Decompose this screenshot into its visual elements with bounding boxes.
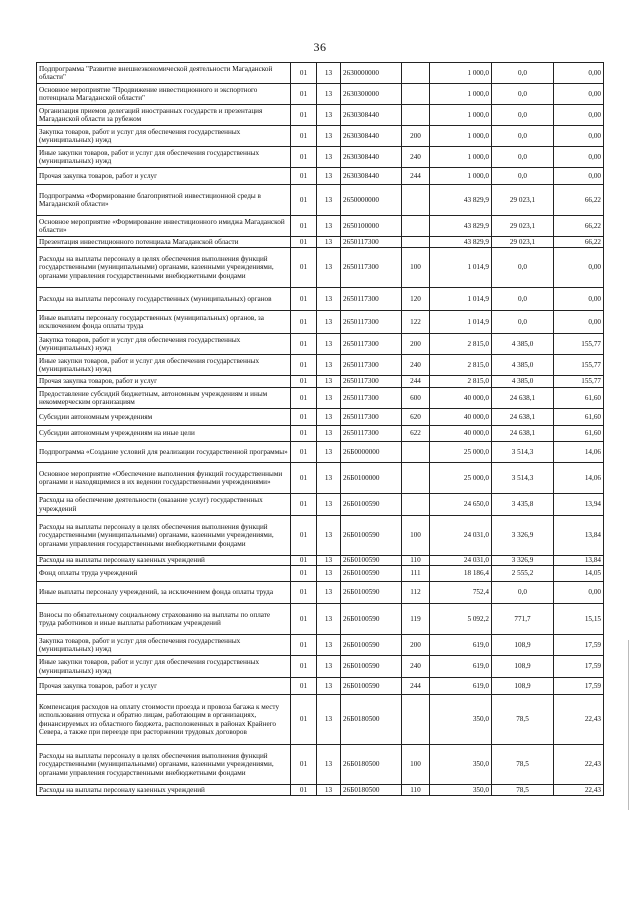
row-execution-percent: 0,00	[554, 147, 604, 168]
table-row	[37, 516, 604, 556]
row-expense-type: 100	[402, 745, 430, 785]
table-row	[37, 105, 604, 126]
row-planned-amount: 350,0	[430, 745, 492, 785]
row-executed-amount: 0,0	[492, 311, 554, 334]
table-row	[37, 388, 604, 409]
row-subsection: 13	[317, 566, 341, 582]
row-executed-amount: 24 638,1	[492, 409, 554, 426]
row-expense-type: 600	[402, 388, 430, 409]
row-target-code: 26Б0000000	[341, 442, 402, 463]
table-row	[37, 185, 604, 216]
row-section: 01	[291, 494, 317, 516]
row-executed-amount: 29 023,1	[492, 237, 554, 248]
row-execution-percent: 14,06	[554, 463, 604, 494]
row-section: 01	[291, 237, 317, 248]
row-name: Подпрограмма "Развитие внешнеэкономической деятельности Магаданской области"	[37, 63, 291, 84]
table-row	[37, 678, 604, 695]
row-name: Расходы на обеспечение деятельности (оказание услуг) государственных учреждений	[37, 494, 291, 516]
row-subsection: 13	[317, 678, 341, 695]
row-executed-amount: 0,0	[492, 126, 554, 147]
row-subsection: 13	[317, 494, 341, 516]
row-execution-percent: 0,00	[554, 248, 604, 288]
row-section: 01	[291, 582, 317, 604]
row-expense-type: 120	[402, 288, 430, 311]
row-target-code: 2630308440	[341, 147, 402, 168]
row-name: Прочая закупка товаров, работ и услуг	[37, 168, 291, 185]
row-expense-type: 240	[402, 355, 430, 376]
row-name: Фонд оплаты труда учреждений	[37, 566, 291, 582]
row-executed-amount: 3 435,8	[492, 494, 554, 516]
row-target-code: 2650117300	[341, 426, 402, 442]
row-execution-percent: 22,43	[554, 785, 604, 796]
row-section: 01	[291, 168, 317, 185]
table-row	[37, 556, 604, 566]
row-target-code: 2650000000	[341, 185, 402, 216]
row-subsection: 13	[317, 556, 341, 566]
row-subsection: 13	[317, 745, 341, 785]
row-section: 01	[291, 695, 317, 745]
row-planned-amount: 1 000,0	[430, 168, 492, 185]
row-execution-percent: 15,15	[554, 604, 604, 635]
row-target-code: 26Б0100590	[341, 635, 402, 656]
table-row	[37, 463, 604, 494]
row-subsection: 13	[317, 516, 341, 556]
row-executed-amount: 29 023,1	[492, 185, 554, 216]
row-name: Основное мероприятие «Формирование инвестиционного имиджа Магаданской области»	[37, 216, 291, 237]
row-name: Закупка товаров, работ и услуг для обеспечения государственных (муниципальных) нужд	[37, 635, 291, 656]
row-planned-amount: 1 014,9	[430, 248, 492, 288]
row-planned-amount: 1 000,0	[430, 84, 492, 105]
row-name: Основное мероприятие «Обеспечение выполнения функций государственными органами и находящимися в их ведении государственными учреждениями»	[37, 463, 291, 494]
row-name: Расходы на выплаты персоналу казенных учреждений	[37, 556, 291, 566]
row-expense-type: 122	[402, 311, 430, 334]
row-section: 01	[291, 388, 317, 409]
table-row	[37, 216, 604, 237]
row-subsection: 13	[317, 105, 341, 126]
row-execution-percent: 14,05	[554, 566, 604, 582]
row-execution-percent: 0,00	[554, 288, 604, 311]
row-execution-percent: 155,77	[554, 334, 604, 355]
row-planned-amount: 619,0	[430, 656, 492, 678]
row-execution-percent: 61,60	[554, 409, 604, 426]
row-executed-amount: 78,5	[492, 745, 554, 785]
table-row	[37, 442, 604, 463]
row-planned-amount: 43 829,9	[430, 237, 492, 248]
row-section: 01	[291, 442, 317, 463]
row-section: 01	[291, 63, 317, 84]
table-body	[37, 63, 604, 796]
row-name: Расходы на выплаты персоналу в целях обеспечения выполнения функций государственными (муниципальными) органами, казенными учреждениями, органами управления государственными внебюджетными фондами	[37, 745, 291, 785]
row-planned-amount: 1 014,9	[430, 288, 492, 311]
row-planned-amount: 25 000,0	[430, 442, 492, 463]
row-section: 01	[291, 126, 317, 147]
row-expense-type: 240	[402, 656, 430, 678]
row-target-code: 26Б0100590	[341, 582, 402, 604]
row-expense-type	[402, 63, 430, 84]
row-name: Иные закупки товаров, работ и услуг для обеспечения государственных (муниципальных) нужд	[37, 147, 291, 168]
row-subsection: 13	[317, 355, 341, 376]
row-section: 01	[291, 635, 317, 656]
row-execution-percent: 0,00	[554, 582, 604, 604]
row-subsection: 13	[317, 463, 341, 494]
row-executed-amount: 4 385,0	[492, 334, 554, 355]
row-name: Субсидии автономным учреждениям	[37, 409, 291, 426]
row-expense-type: 200	[402, 126, 430, 147]
row-executed-amount: 3 514,3	[492, 442, 554, 463]
row-planned-amount: 1 000,0	[430, 105, 492, 126]
row-executed-amount: 0,0	[492, 105, 554, 126]
row-target-code: 2650117300	[341, 288, 402, 311]
row-execution-percent: 17,59	[554, 678, 604, 695]
row-planned-amount: 1 014,9	[430, 311, 492, 334]
row-section: 01	[291, 248, 317, 288]
table-row	[37, 695, 604, 745]
row-name: Иные закупки товаров, работ и услуг для обеспечения государственных (муниципальных) нужд	[37, 656, 291, 678]
row-planned-amount: 40 000,0	[430, 388, 492, 409]
row-target-code: 26Б0100590	[341, 516, 402, 556]
row-expense-type	[402, 216, 430, 237]
row-name: Подпрограмма «Создание условий для реализации государственной программы»	[37, 442, 291, 463]
row-planned-amount: 2 815,0	[430, 376, 492, 388]
row-execution-percent: 66,22	[554, 216, 604, 237]
row-executed-amount: 78,5	[492, 785, 554, 796]
row-target-code: 2630308440	[341, 126, 402, 147]
row-subsection: 13	[317, 582, 341, 604]
table-row	[37, 635, 604, 656]
row-section: 01	[291, 785, 317, 796]
row-executed-amount: 771,7	[492, 604, 554, 635]
row-executed-amount: 24 638,1	[492, 426, 554, 442]
row-execution-percent: 155,77	[554, 355, 604, 376]
row-execution-percent: 13,84	[554, 556, 604, 566]
row-expense-type: 100	[402, 516, 430, 556]
row-name: Расходы на выплаты персоналу государственных (муниципальных) органов	[37, 288, 291, 311]
row-section: 01	[291, 185, 317, 216]
row-planned-amount: 24 650,0	[430, 494, 492, 516]
row-planned-amount: 752,4	[430, 582, 492, 604]
row-section: 01	[291, 678, 317, 695]
row-planned-amount: 25 000,0	[430, 463, 492, 494]
row-name: Расходы на выплаты персоналу в целях обеспечения выполнения функций государственными (муниципальными) органами, казенными учреждениями, органами управления государственными внебюджетными фондами	[37, 248, 291, 288]
row-subsection: 13	[317, 311, 341, 334]
row-target-code: 26Б0180500	[341, 785, 402, 796]
row-expense-type: 244	[402, 678, 430, 695]
table-row	[37, 288, 604, 311]
row-subsection: 13	[317, 216, 341, 237]
row-subsection: 13	[317, 185, 341, 216]
table-row	[37, 656, 604, 678]
row-target-code: 26Б0100590	[341, 494, 402, 516]
row-executed-amount: 4 385,0	[492, 355, 554, 376]
row-subsection: 13	[317, 388, 341, 409]
row-expense-type: 200	[402, 635, 430, 656]
row-name: Подпрограмма «Формирование благоприятной инвестиционной среды в Магаданской области»	[37, 185, 291, 216]
row-subsection: 13	[317, 168, 341, 185]
row-subsection: 13	[317, 248, 341, 288]
row-name: Иные выплаты персоналу учреждений, за исключением фонда оплаты труда	[37, 582, 291, 604]
row-planned-amount: 350,0	[430, 695, 492, 745]
row-name: Основное мероприятие "Продвижение инвестиционного и экспортного потенциала Магаданской области"	[37, 84, 291, 105]
row-section: 01	[291, 604, 317, 635]
row-target-code: 2650117300	[341, 409, 402, 426]
row-expense-type	[402, 442, 430, 463]
row-target-code: 26Б0180500	[341, 695, 402, 745]
table-row	[37, 745, 604, 785]
row-execution-percent: 0,00	[554, 63, 604, 84]
row-executed-amount: 24 638,1	[492, 388, 554, 409]
table-row	[37, 785, 604, 796]
row-expense-type: 112	[402, 582, 430, 604]
row-executed-amount: 108,9	[492, 635, 554, 656]
row-target-code: 2630300000	[341, 84, 402, 105]
row-planned-amount: 2 815,0	[430, 355, 492, 376]
row-subsection: 13	[317, 237, 341, 248]
row-executed-amount: 3 326,9	[492, 516, 554, 556]
row-target-code: 2650117300	[341, 388, 402, 409]
row-target-code: 26Б0100590	[341, 678, 402, 695]
row-section: 01	[291, 334, 317, 355]
row-execution-percent: 22,43	[554, 745, 604, 785]
row-expense-type: 110	[402, 556, 430, 566]
row-expense-type	[402, 105, 430, 126]
table-row	[37, 168, 604, 185]
table-row	[37, 237, 604, 248]
row-execution-percent: 155,77	[554, 376, 604, 388]
row-subsection: 13	[317, 334, 341, 355]
row-target-code: 2630000000	[341, 63, 402, 84]
row-expense-type: 111	[402, 566, 430, 582]
row-section: 01	[291, 745, 317, 785]
row-section: 01	[291, 105, 317, 126]
row-name: Предоставление субсидий бюджетным, автономным учреждениям и иным некоммерческим организациям	[37, 388, 291, 409]
table-row	[37, 84, 604, 105]
row-planned-amount: 1 000,0	[430, 63, 492, 84]
row-execution-percent: 0,00	[554, 311, 604, 334]
row-section: 01	[291, 147, 317, 168]
row-section: 01	[291, 566, 317, 582]
row-name: Закупка товаров, работ и услуг для обеспечения государственных (муниципальных) нужд	[37, 334, 291, 355]
row-section: 01	[291, 84, 317, 105]
row-planned-amount: 24 031,0	[430, 516, 492, 556]
row-target-code: 26Б0100590	[341, 566, 402, 582]
row-execution-percent: 66,22	[554, 237, 604, 248]
row-execution-percent: 13,84	[554, 516, 604, 556]
row-name: Иные закупки товаров, работ и услуг для обеспечения государственных (муниципальных) нужд	[37, 355, 291, 376]
table-row	[37, 376, 604, 388]
row-executed-amount: 0,0	[492, 248, 554, 288]
row-subsection: 13	[317, 785, 341, 796]
table-row	[37, 426, 604, 442]
row-name: Субсидии автономным учреждениям на иные цели	[37, 426, 291, 442]
row-planned-amount: 350,0	[430, 785, 492, 796]
row-executed-amount: 0,0	[492, 168, 554, 185]
row-executed-amount: 4 385,0	[492, 376, 554, 388]
row-target-code: 2630308440	[341, 105, 402, 126]
row-expense-type: 119	[402, 604, 430, 635]
row-section: 01	[291, 656, 317, 678]
row-executed-amount: 108,9	[492, 678, 554, 695]
row-planned-amount: 43 829,9	[430, 185, 492, 216]
row-expense-type: 244	[402, 168, 430, 185]
row-subsection: 13	[317, 656, 341, 678]
page-number: 36	[313, 40, 327, 54]
row-execution-percent: 0,00	[554, 84, 604, 105]
row-name: Презентация инвестиционного потенциала Магаданской области	[37, 237, 291, 248]
row-planned-amount: 619,0	[430, 678, 492, 695]
table-row	[37, 566, 604, 582]
row-section: 01	[291, 311, 317, 334]
row-subsection: 13	[317, 635, 341, 656]
row-planned-amount: 1 000,0	[430, 147, 492, 168]
row-execution-percent: 17,59	[554, 656, 604, 678]
row-target-code: 2650117300	[341, 237, 402, 248]
row-subsection: 13	[317, 442, 341, 463]
row-execution-percent: 0,00	[554, 168, 604, 185]
table-row	[37, 355, 604, 376]
table-row	[37, 582, 604, 604]
row-execution-percent: 17,59	[554, 635, 604, 656]
row-subsection: 13	[317, 288, 341, 311]
table-row	[37, 494, 604, 516]
table-row	[37, 311, 604, 334]
row-planned-amount: 2 815,0	[430, 334, 492, 355]
row-expense-type	[402, 695, 430, 745]
row-name: Иные выплаты персоналу государственных (муниципальных) органов, за исключением фонда оплаты труда	[37, 311, 291, 334]
row-section: 01	[291, 516, 317, 556]
row-target-code: 2650100000	[341, 216, 402, 237]
table-row	[37, 604, 604, 635]
row-target-code: 2650117300	[341, 376, 402, 388]
row-section: 01	[291, 216, 317, 237]
row-executed-amount: 108,9	[492, 656, 554, 678]
row-name: Взносы по обязательному социальному страхованию на выплаты по оплате труда работников и иные выплаты работникам учреждений	[37, 604, 291, 635]
row-target-code: 2650117300	[341, 248, 402, 288]
row-expense-type: 110	[402, 785, 430, 796]
budget-table	[36, 62, 604, 796]
row-expense-type: 622	[402, 426, 430, 442]
row-subsection: 13	[317, 84, 341, 105]
row-executed-amount: 3 326,9	[492, 556, 554, 566]
row-subsection: 13	[317, 604, 341, 635]
row-execution-percent: 13,94	[554, 494, 604, 516]
row-subsection: 13	[317, 147, 341, 168]
row-planned-amount: 5 092,2	[430, 604, 492, 635]
row-expense-type	[402, 237, 430, 248]
table-row	[37, 147, 604, 168]
row-executed-amount: 0,0	[492, 582, 554, 604]
row-section: 01	[291, 463, 317, 494]
table-row	[37, 409, 604, 426]
row-expense-type	[402, 185, 430, 216]
table-row	[37, 63, 604, 84]
row-subsection: 13	[317, 63, 341, 84]
row-planned-amount: 40 000,0	[430, 426, 492, 442]
row-execution-percent: 61,60	[554, 426, 604, 442]
row-expense-type: 200	[402, 334, 430, 355]
row-executed-amount: 0,0	[492, 63, 554, 84]
row-expense-type	[402, 463, 430, 494]
row-target-code: 26Б0100590	[341, 604, 402, 635]
row-name: Компенсация расходов на оплату стоимости проезда и провоза багажа к месту использования отпуска и обратно лицам, работающим в организациях, финансируемых из областного бюджета, расположенных в районах Крайнего Севера, а также при переезде при расторжении трудовых договоров	[37, 695, 291, 745]
row-expense-type: 240	[402, 147, 430, 168]
row-expense-type: 620	[402, 409, 430, 426]
row-expense-type: 244	[402, 376, 430, 388]
row-target-code: 2630308440	[341, 168, 402, 185]
row-target-code: 2650117300	[341, 311, 402, 334]
row-section: 01	[291, 409, 317, 426]
row-target-code: 2650117300	[341, 334, 402, 355]
row-execution-percent: 0,00	[554, 105, 604, 126]
row-planned-amount: 40 000,0	[430, 409, 492, 426]
row-subsection: 13	[317, 376, 341, 388]
row-target-code: 26Б0180500	[341, 745, 402, 785]
row-executed-amount: 3 514,3	[492, 463, 554, 494]
row-execution-percent: 0,00	[554, 126, 604, 147]
table-row	[37, 334, 604, 355]
row-expense-type: 100	[402, 248, 430, 288]
row-expense-type	[402, 84, 430, 105]
row-subsection: 13	[317, 409, 341, 426]
row-subsection: 13	[317, 695, 341, 745]
row-execution-percent: 61,60	[554, 388, 604, 409]
row-executed-amount: 78,5	[492, 695, 554, 745]
row-section: 01	[291, 426, 317, 442]
row-target-code: 26Б0100590	[341, 556, 402, 566]
row-name: Расходы на выплаты персоналу в целях обеспечения выполнения функций государственными (муниципальными) органами, казенными учреждениями, органами управления государственными внебюджетными фондами	[37, 516, 291, 556]
row-subsection: 13	[317, 126, 341, 147]
row-section: 01	[291, 376, 317, 388]
row-planned-amount: 18 186,4	[430, 566, 492, 582]
row-name: Прочая закупка товаров, работ и услуг	[37, 376, 291, 388]
row-planned-amount: 1 000,0	[430, 126, 492, 147]
row-executed-amount: 0,0	[492, 288, 554, 311]
row-subsection: 13	[317, 426, 341, 442]
scan-edge-mark	[628, 640, 629, 810]
row-planned-amount: 24 031,0	[430, 556, 492, 566]
row-section: 01	[291, 556, 317, 566]
row-name: Закупка товаров, работ и услуг для обеспечения государственных (муниципальных) нужд	[37, 126, 291, 147]
row-planned-amount: 43 829,9	[430, 216, 492, 237]
row-executed-amount: 29 023,1	[492, 216, 554, 237]
row-execution-percent: 66,22	[554, 185, 604, 216]
table-row	[37, 248, 604, 288]
row-execution-percent: 22,43	[554, 695, 604, 745]
row-target-code: 2650117300	[341, 355, 402, 376]
row-section: 01	[291, 288, 317, 311]
row-executed-amount: 2 555,2	[492, 566, 554, 582]
row-target-code: 26Б0100590	[341, 656, 402, 678]
row-name: Расходы на выплаты персоналу казенных учреждений	[37, 785, 291, 796]
row-name: Организация приемов делегаций иностранных государств и презентация Магаданской области за рубежом	[37, 105, 291, 126]
row-section: 01	[291, 355, 317, 376]
row-expense-type	[402, 494, 430, 516]
row-name: Прочая закупка товаров, работ и услуг	[37, 678, 291, 695]
row-target-code: 26Б0100000	[341, 463, 402, 494]
row-executed-amount: 0,0	[492, 84, 554, 105]
row-executed-amount: 0,0	[492, 147, 554, 168]
row-execution-percent: 14,06	[554, 442, 604, 463]
table-row	[37, 126, 604, 147]
row-planned-amount: 619,0	[430, 635, 492, 656]
